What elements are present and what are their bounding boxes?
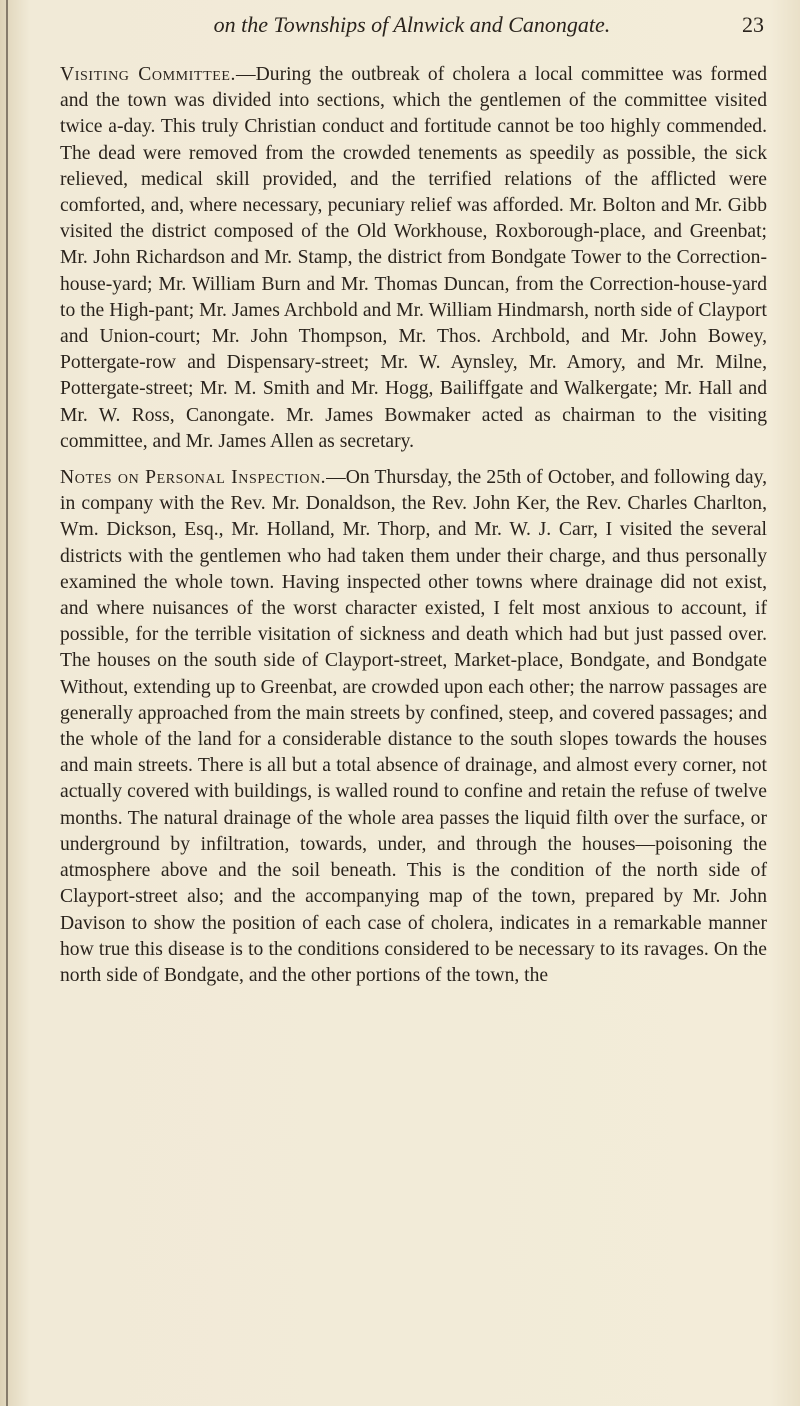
page-body: [60, 62, 767, 989]
binding-edge: [6, 0, 8, 1406]
running-head: on the Townships of Alnwick and Canongate.: [213, 12, 611, 37]
section-heading: Visiting Committee.: [60, 64, 237, 85]
page-header: [60, 10, 764, 44]
paragraph-personal-inspection: [60, 465, 767, 989]
paragraph-text: —On Thursday, the 25th of October, and following day, in company with the Rev. Mr. Donaldson, the Rev. John Ker, the Rev. Charles Charlton, Wm. Dickson, Esq., Mr. Holland, Mr. Thorp, and Mr. W. J. Carr, I visited the several districts with the gentlemen who had taken them under their charge, and thus personally examined the whole town. Having inspected other towns where drainage did not exist, and where nuisances of the worst character existed, I felt most anxious to account, if possible, for the terrible visitation of sickness and death which had but just passed over. The houses on the south side of Clayport-street, Market-place, Bondgate, and Bondgate Without, extending up to Greenbat, are crowded upon each other; the narrow passages are generally approached from the main streets by confined, steep, and covered passages; and the whole of the land for a considerable distance to the south slopes towards the houses and main streets. There is all but a total absence of drainage, and almost every corner, not actually covered with buildings, is walled round to confine and retain the refuse of twelve months. The natural drainage of the whole area passes the liquid filth over the surface, or underground by infiltration, towards, under, and through the houses—poisoning the atmosphere above and the soil beneath. This is the condition of the north side of Clayport-street also; and the accompanying map of the town, prepared by Mr. John Davison to show the position of each case of cholera, indicates in a remarkable manner how true this disease is to the conditions considered to be necessary to its ravages. On the north side of Bondgate, and the other portions of the town, the: [60, 467, 767, 986]
section-heading: Notes on Personal Inspection.: [60, 467, 327, 489]
paragraph-visiting-committee: [60, 62, 767, 455]
page-number: 23: [742, 12, 764, 37]
paragraph-text: —During the outbreak of cholera a local committee was formed and the town was divided into sections, which the gentlemen of the committee visited twice a-day. This truly Christian conduct and fortitude cannot be too highly commended. The dead were removed from the crowded tenements as speedily as possible, the sick relieved, medical skill provided, and the terrified relations of the afflicted were comforted, and, where necessary, pecuniary relief was afforded. Mr. Bolton and Mr. Gibb visited the district composed of the Old Workhouse, Roxborough-place, and Greenbat; Mr. John Richardson and Mr. Stamp, the district from Bondgate Tower to the Correction-house-yard; Mr. William Burn and Mr. Thomas Duncan, from the Correction-house-yard to the High-pant; Mr. James Archbold and Mr. William Hindmarsh, north side of Clayport and Union-court; Mr. John Thompson, Mr. Thos. Archbold, and Mr. John Bowey, Pottergate-row and Dispensary-street; Mr. W. Aynsley, Mr. Amory, and Mr. Milne, Pottergate-street; Mr. M. Smith and Mr. Hogg, Bailiffgate and Walkergate; Mr. Hall and Mr. W. Ross, Canongate. Mr. James Bowmaker acted as chairman to the visiting committee, and Mr. James Allen as secretary.: [60, 64, 767, 452]
